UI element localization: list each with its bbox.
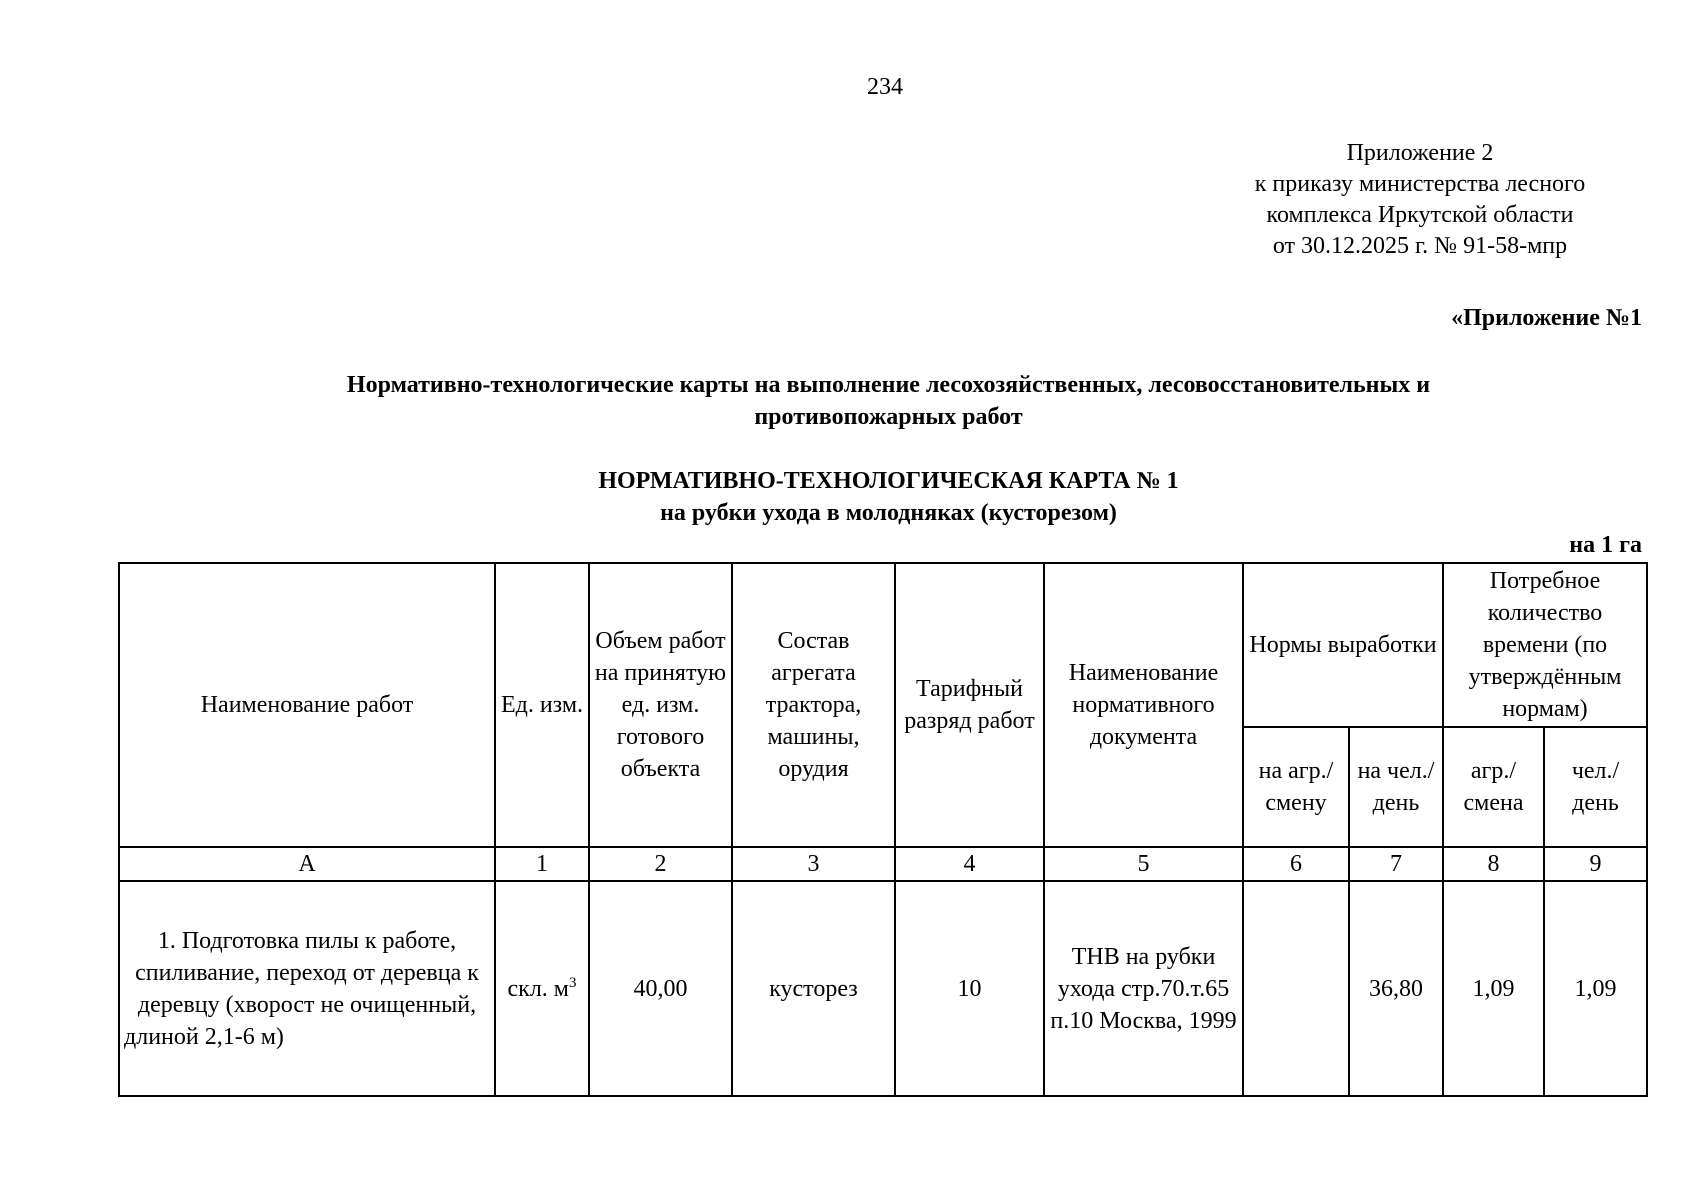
appendix-reference: «Приложение №1 — [1451, 305, 1642, 331]
header-norms-per-day: на чел./ день — [1349, 727, 1443, 847]
header-composition: Состав агрегата трактора, машины, орудия — [732, 563, 895, 847]
column-number: 9 — [1544, 847, 1647, 881]
cell-volume: 40,00 — [589, 881, 732, 1096]
document-title-line: Нормативно-технологические карты на выполнение лесохозяйственных, лесовосстановительных и — [346, 372, 1431, 398]
header-time: Потребное количество времени (по утверждённым нормам) — [1443, 563, 1647, 727]
column-number: 2 — [589, 847, 732, 881]
cell-norm-shift — [1243, 881, 1349, 1096]
header-tariff: Тарифный разряд работ — [895, 563, 1044, 847]
column-number: 3 — [732, 847, 895, 881]
header-norms: Нормы выработки — [1243, 563, 1443, 727]
cell-tariff: 10 — [895, 881, 1044, 1096]
column-number: 8 — [1443, 847, 1544, 881]
column-number-row — [119, 847, 1647, 881]
appendix-line: комплекса Иркутской области — [1266, 202, 1574, 228]
header-document: Наименование нормативного документа — [1044, 563, 1243, 847]
document-title-line: противопожарных работ — [754, 404, 1023, 430]
norms-table — [118, 562, 1648, 1097]
cell-time-person: 1,09 — [1544, 881, 1647, 1096]
appendix-line: от 30.12.2025 г. № 91-58-мпр — [1272, 233, 1568, 259]
card-subtitle: на рубки ухода в молодняках (кусторезом) — [660, 500, 1117, 526]
cell-unit-superscript: 3 — [568, 974, 577, 991]
cell-unit-base: скл. м — [507, 975, 569, 1002]
unit-note: на 1 га — [1569, 532, 1642, 558]
appendix-header — [1180, 138, 1660, 262]
cell-norm-day: 36,80 — [1349, 881, 1443, 1096]
appendix-line: к приказу министерства лесного — [1254, 171, 1586, 197]
column-number: 6 — [1243, 847, 1349, 881]
column-number: А — [119, 847, 495, 881]
header-time-agr: агр./ смена — [1443, 727, 1544, 847]
page-number: 234 — [867, 74, 903, 100]
cell-document: ТНВ на рубки ухода стр.70.т.65 п.10 Москва, 1999 — [1044, 881, 1243, 1096]
appendix-line: Приложение 2 — [1346, 140, 1494, 166]
header-norms-per-shift: на агр./ смену — [1243, 727, 1349, 847]
cell-unit — [495, 881, 589, 1096]
column-number: 4 — [895, 847, 1044, 881]
column-number: 5 — [1044, 847, 1243, 881]
card-title-main: НОРМАТИВНО-ТЕХНОЛОГИЧЕСКАЯ КАРТА № 1 — [598, 468, 1179, 494]
document-title — [80, 369, 1697, 433]
header-unit: Ед. изм. — [495, 563, 589, 847]
cell-work-name: 1. Подготовка пилы к работе, спиливание, переход от деревца к деревцу (хворост не очищенный, длиной 2,1-6 м) — [119, 881, 495, 1096]
table-row — [119, 881, 1647, 1096]
cell-composition: кусторез — [732, 881, 895, 1096]
header-volume: Объем работ на принятую ед. изм. готового объекта — [589, 563, 732, 847]
header-work-name: Наименование работ — [119, 563, 495, 847]
column-number: 1 — [495, 847, 589, 881]
card-title — [80, 465, 1697, 529]
header-time-person: чел./ день — [1544, 727, 1647, 847]
cell-time-agr: 1,09 — [1443, 881, 1544, 1096]
column-number: 7 — [1349, 847, 1443, 881]
